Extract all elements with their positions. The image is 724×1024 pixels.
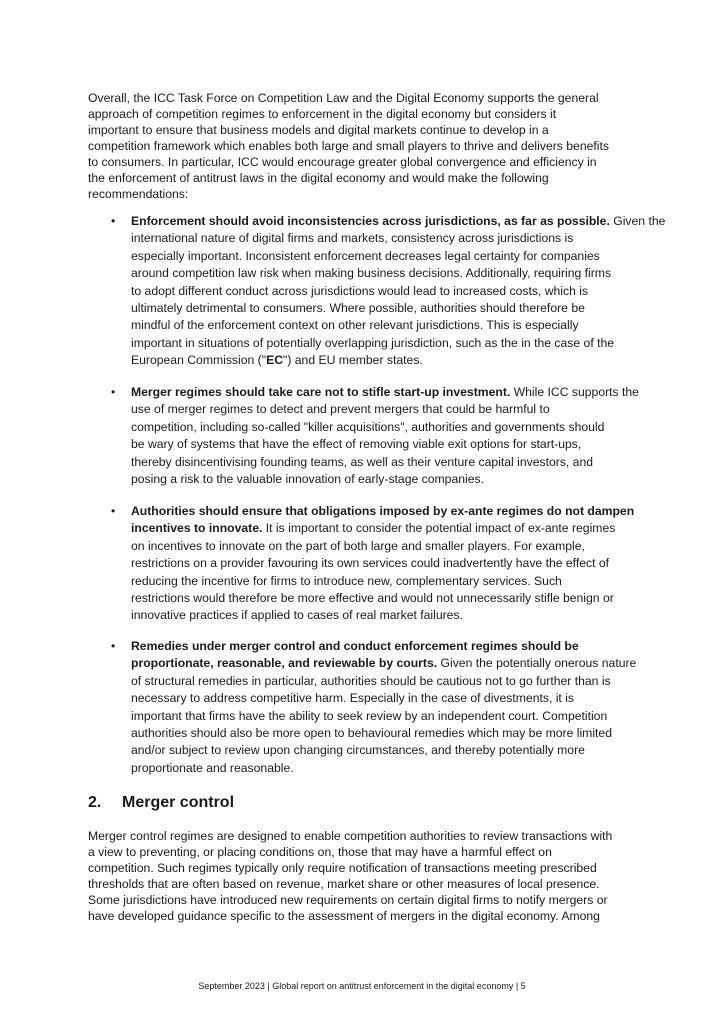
bullet-icon: • [111,385,116,399]
body-text: of structural remedies in particular, authorities should be cautious not to go further than is [131,673,611,688]
text-line [131,283,665,300]
text-line [131,655,636,672]
bold-lead-text: incentives to innovate. [131,521,263,536]
text-line [131,520,634,537]
text-line: Some jurisdictions have introduced new requirements on certain digital firms to notify mergers or [88,893,608,907]
bold-lead-text: EC [266,353,283,368]
body-text: posing a risk to the valuable innovation of early-stage companies. [131,471,484,486]
text-line [131,708,636,725]
text-line: a view to preventing, or placing conditions on, those that may have a harmful effect on [88,845,552,859]
body-text: be wary of systems that have the effect of removing viable exit options for start-ups, [131,437,582,452]
merger-control-paragraph [88,828,612,924]
bullet-icon: • [111,504,116,518]
text-line [131,607,634,624]
body-text: Given the potentially onerous nature [437,656,637,671]
text-line: thresholds that are often based on revenue, market share or other measures of local presence. [88,877,600,891]
body-text: proportionate and reasonable. [131,760,294,775]
bullet-item [111,638,637,777]
text-line: the enforcement of antitrust laws in the digital economy and would make the following [88,171,549,185]
body-text: restrictions would therefore be more effective and would not unnecessarily stifle benign or [131,590,614,605]
text-line [131,454,639,471]
body-text: on incentives to innovate on the part of both large and smaller players. For example, [131,538,585,553]
bold-lead-text: Enforcement should avoid inconsistencies across jurisdictions, as far as possible. [131,214,610,228]
bold-lead-text: Remedies under merger control and conduct enforcement regimes should be [131,639,579,653]
body-text: Given the [609,214,666,228]
text-line: competition framework which enables both large and small players to thrive and delivers benefits [88,139,609,153]
bold-lead-text: Authorities should ensure that obligations imposed by ex-ante regimes do not dampen [131,504,635,518]
body-text: especially important. Inconsistent enforcement decreases legal certainty for companies [131,248,600,263]
text-line: have developed guidance specific to the assessment of mergers in the digital economy. Among [88,909,600,923]
text-line [131,503,634,520]
body-text: important in situations of potentially overlapping jurisdiction, such as the in the case of the [131,335,615,350]
body-text: European Commission (" [131,353,267,368]
body-text: While ICC supports the [510,385,639,399]
text-line [131,419,639,436]
text-line [131,725,636,742]
body-text: ultimately detrimental to consumers. Where possible, authorities should therefore be [131,300,585,315]
text-line [131,760,636,777]
text-line [131,538,634,555]
text-line [131,265,665,282]
bullet-item [111,213,666,370]
text-line [131,436,639,453]
body-text: innovative practices if applied to cases of real market failures. [131,608,463,623]
text-line [131,590,634,607]
text-line: to consumers. In particular, ICC would encourage greater global convergence and efficiency in [88,155,597,169]
body-text: thereby disincentivising founding teams, as well as their venture capital investors, and [131,454,594,469]
text-line [131,317,665,334]
text-line [131,352,665,369]
text-line: Overall, the ICC Task Force on Competition Law and the Digital Economy supports the general [88,91,599,105]
text-line [131,742,636,759]
text-line [131,300,665,317]
page-footer: September 2023 | Global report on antitrust enforcement in the digital economy | 5 [198,981,526,991]
text-line [131,213,665,230]
text-line [131,230,665,247]
bold-lead-text: proportionate, reasonable, and reviewable by courts. [131,656,438,671]
text-line [131,384,639,401]
section-title: Merger control [122,794,235,811]
bullet-icon: • [111,639,116,653]
body-text: ") and EU member states. [283,353,423,368]
text-line [131,401,639,418]
body-text: use of merger regimes to detect and prevent mergers that could be harmful to [131,402,550,417]
body-text: mindful of the enforcement context on other relevant jurisdictions. This is especially [131,318,579,333]
text-line [131,673,636,690]
body-text: competition, including so-called "killer acquisitions", authorities and governments should [131,419,605,434]
text-line: recommendations: [88,187,189,201]
body-text: authorities should also be more open to behavioural remedies which may be more limited [131,725,612,740]
bold-lead-text: Merger regimes should take care not to stifle start-up investment. [131,385,511,399]
body-text: around competition law risk when making business decisions. Additionally, requiring firms [131,266,612,281]
body-text: important that firms have the ability to seek review by an independent court. Competition [131,708,608,723]
section-number: 2. [88,794,102,811]
intro-paragraph [88,90,609,202]
text-line: approach of competition regimes to enforcement in the digital economy but considers it [88,107,557,121]
body-text: restrictions on a provider favouring its own services could inadvertently have the effect of [131,556,610,571]
body-text: and/or subject to review upon changing circumstances, and thereby potentially more [131,743,585,758]
text-line [131,471,639,488]
body-text: It is important to consider the potential impact of ex-ante regimes [262,521,616,536]
text-line: important to ensure that business models and digital markets continue to develop in a [88,123,549,137]
text-line [131,638,636,655]
body-text: to adopt different conduct across jurisdictions would lead to increased costs, which is [131,283,589,298]
text-line [131,555,634,572]
text-line [131,335,665,352]
body-text: necessary to address competitive harm. Especially in the case of divestments, it is [131,691,575,706]
text-line [131,690,636,707]
bullet-item [111,384,639,488]
section-heading [88,794,234,812]
text-line [131,573,634,590]
body-text: international nature of digital firms and markets, consistency across jurisdictions is [131,231,574,246]
text-line [131,248,665,265]
text-line: Merger control regimes are designed to enable competition authorities to review transactions with [88,829,613,843]
bullet-icon: • [111,214,116,228]
body-text: reducing the incentive for firms to introduce new, complementary services. Such [131,573,562,588]
text-line: competition. Such regimes typically only require notification of transactions meeting prescribed [88,861,597,875]
bullet-item [111,503,635,625]
